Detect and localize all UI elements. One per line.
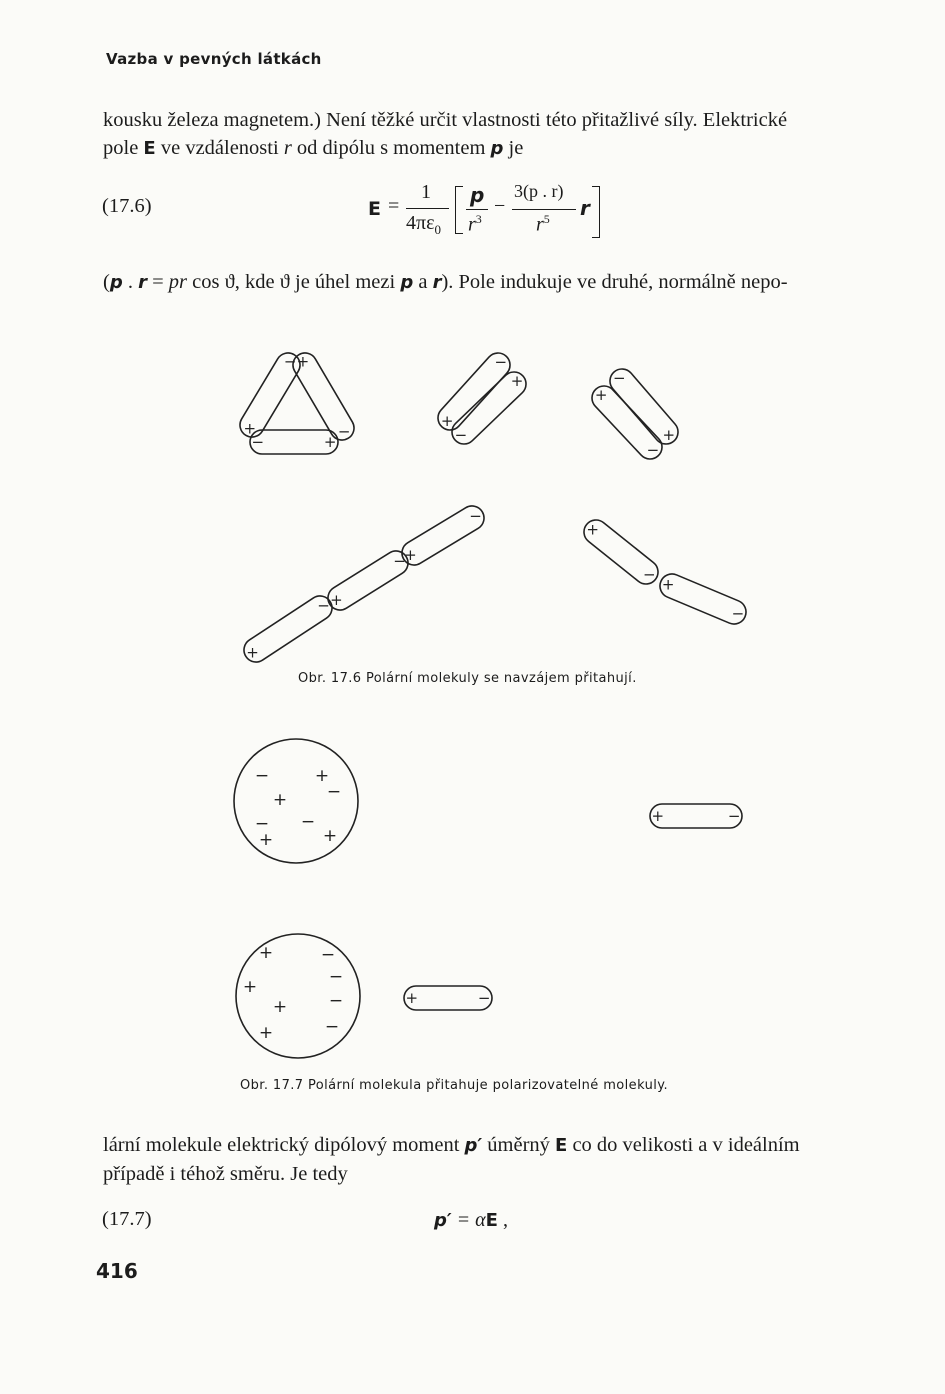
minus-sign: − — [300, 812, 316, 832]
minus-sign: − — [254, 814, 270, 834]
dipole-molecule — [287, 346, 360, 447]
plus-sign: + — [651, 807, 665, 825]
plus-sign: + — [594, 385, 608, 404]
minus-sign: − — [642, 565, 656, 584]
minus-sign: − — [393, 551, 406, 570]
dipole-molecule — [431, 346, 517, 437]
vector-p: p — [109, 272, 123, 293]
text: = α — [451, 1209, 486, 1231]
minus-sign: − — [494, 352, 508, 371]
dipole-molecule — [650, 804, 742, 828]
plus-sign: + — [322, 826, 338, 846]
vector-p: p — [400, 272, 414, 293]
plus-sign: + — [314, 766, 330, 786]
var-pr: pr — [168, 271, 188, 293]
figure-17-7 — [234, 739, 742, 1058]
plus-sign: + — [586, 520, 600, 539]
plus-sign: + — [246, 643, 259, 662]
running-header: Vazba v pevných látkách — [106, 50, 322, 68]
figure-17-6 — [234, 346, 751, 668]
eq-lhs-E: E — [368, 198, 381, 220]
text: co do velikosti a v ideálním — [567, 1134, 800, 1156]
text: , — [497, 1209, 508, 1231]
minus-sign: − — [326, 782, 342, 802]
page-number: 416 — [96, 1259, 138, 1283]
text: r — [536, 213, 544, 236]
minus-sign: − — [324, 1017, 340, 1037]
plus-sign: + — [296, 352, 310, 371]
text: a — [413, 271, 433, 293]
text: = — [146, 271, 169, 293]
dipole-molecule — [237, 590, 338, 668]
plus-sign: + — [404, 546, 417, 565]
text: . — [122, 271, 139, 293]
text: ve vzdálenosti — [155, 137, 284, 159]
minus-sign: − — [254, 766, 270, 786]
subscript: 0 — [434, 222, 441, 237]
text: pole — [103, 137, 144, 159]
text: lární molekule elektrický dipólový moment — [103, 1134, 465, 1156]
minus-sign: − — [320, 945, 336, 965]
minus-sign: − — [337, 422, 351, 441]
vector-p: p — [490, 138, 504, 159]
vector-E: E — [555, 1135, 568, 1156]
minus-sign: − — [469, 506, 482, 525]
plus-sign: + — [243, 419, 257, 438]
text: ( — [103, 271, 110, 293]
plus-sign: + — [272, 997, 288, 1017]
dipole-molecule — [585, 379, 669, 466]
dipole-molecule — [445, 365, 533, 451]
dipole-molecule — [655, 570, 751, 629]
text: r — [468, 213, 476, 236]
minus-sign: − — [612, 368, 626, 387]
minus-sign: − — [283, 352, 297, 371]
plus-sign: + — [323, 433, 337, 451]
vector-p-prime: p′ — [464, 1135, 483, 1156]
minus-sign: − — [477, 989, 491, 1007]
plus-sign: + — [258, 1023, 274, 1043]
vector-r: r — [432, 272, 442, 293]
paragraph-3-line-2: případě i téhož směru. Je tedy — [103, 1163, 348, 1185]
plus-sign: + — [510, 372, 524, 391]
text: od dipólu s momentem — [291, 137, 491, 159]
paragraph-3-line-1 — [103, 1131, 873, 1160]
polarizable-molecule — [236, 934, 360, 1058]
text: cos ϑ, kde ϑ je úhel mezi — [187, 271, 401, 293]
superscript: 3 — [475, 212, 482, 226]
eq-minus: − — [494, 195, 506, 217]
dipole-molecule — [603, 362, 685, 452]
vector-E: E — [143, 138, 156, 159]
figure-17-6-caption: Obr. 17.6 Polární molekuly se navzájem přitahují. — [298, 671, 637, 686]
dipole-molecule — [404, 986, 492, 1010]
minus-sign: − — [731, 604, 745, 623]
plus-sign: + — [661, 575, 675, 594]
plus-sign: + — [272, 790, 288, 810]
superscript: 5 — [543, 212, 550, 226]
eq-coef-numerator: 1 — [421, 181, 431, 203]
dipole-molecule — [577, 513, 665, 590]
equation-number-17-6: (17.6) — [102, 195, 152, 217]
plus-sign: + — [242, 977, 258, 997]
minus-sign: − — [317, 596, 330, 615]
plus-sign: + — [405, 989, 419, 1007]
minus-sign: − — [727, 807, 741, 825]
text: úměrný — [482, 1134, 556, 1156]
equation-number-17-7: (17.7) — [102, 1208, 152, 1230]
vector-p-prime: p′ — [434, 1210, 452, 1231]
figure-17-7-caption: Obr. 17.7 Polární molekula přitahuje polarizovatelné molekuly. — [240, 1078, 669, 1093]
text: 4πε — [406, 212, 435, 234]
minus-sign: − — [251, 433, 265, 451]
minus-sign: − — [454, 425, 468, 444]
minus-sign: − — [646, 441, 660, 460]
vector-r: r — [138, 272, 147, 293]
polarizable-molecule — [234, 739, 358, 863]
eq-equals: = — [388, 195, 400, 217]
eq-term2-vector-r: r — [580, 196, 590, 220]
equation-17-7 — [434, 1209, 508, 1232]
eq-term2-numerator: 3(p . r) — [514, 181, 564, 201]
minus-sign: − — [328, 991, 344, 1011]
plus-sign: + — [440, 412, 454, 431]
eq-term1-numerator: p — [470, 183, 485, 207]
vector-E: E — [485, 1210, 498, 1231]
text: je — [503, 137, 524, 159]
text: ). Pole indukuje ve druhé, normálně nepo- — [441, 271, 788, 293]
paragraph-3 — [103, 1131, 873, 1188]
plus-sign: + — [662, 426, 676, 445]
dipole-molecule — [322, 545, 415, 616]
plus-sign: + — [330, 591, 343, 610]
dipole-molecule — [250, 430, 338, 454]
plus-sign: + — [258, 943, 274, 963]
var-r: r — [283, 137, 292, 159]
minus-sign: − — [328, 967, 344, 987]
dipole-molecule — [396, 500, 491, 570]
paragraph-1-line-1: kousku železa magnetem.) Není těžké určit vlastnosti této přitažlivé síly. Elektrické — [103, 109, 788, 131]
plus-sign: + — [258, 830, 274, 850]
